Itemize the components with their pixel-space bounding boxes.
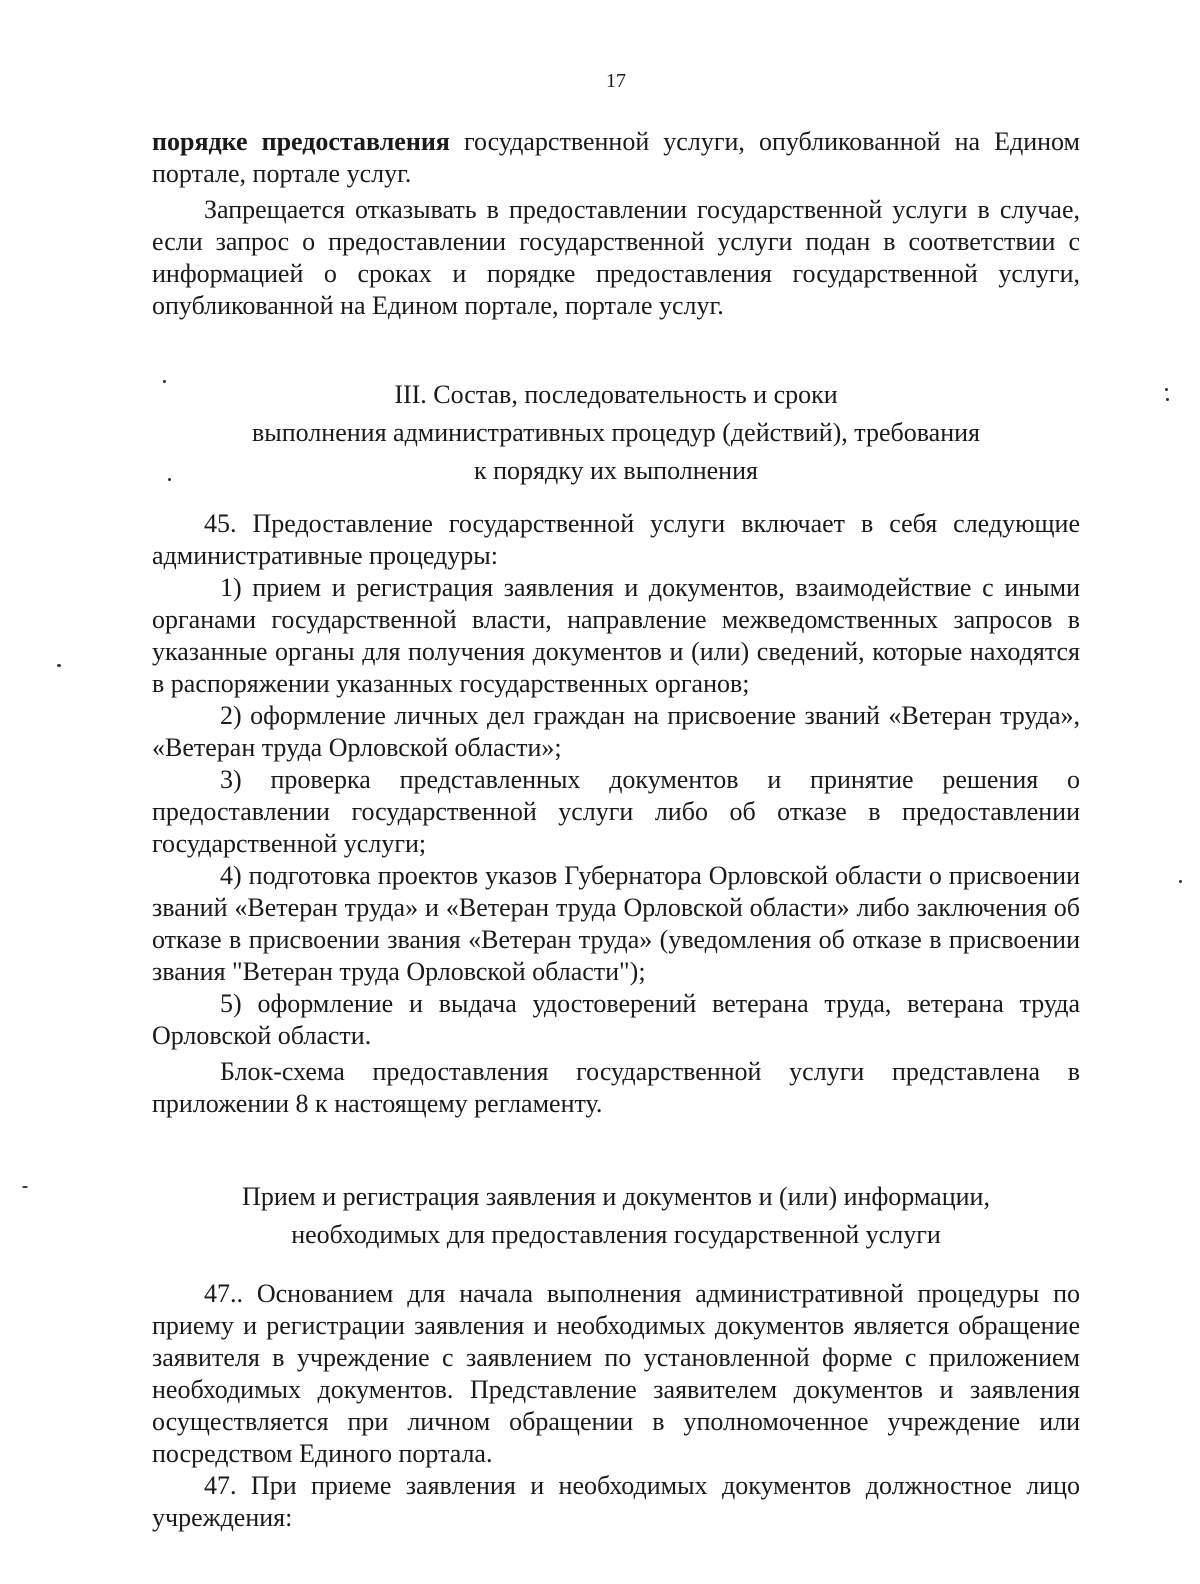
subsection-body <box>152 1278 1080 1534</box>
subsection-heading-line2: необходимых для предоставления государственной услуги <box>291 1220 941 1249</box>
procedure-item-2: 2) оформление личных дел граждан на присвоение званий «Ветеран труда», «Ветеран труда Орловской области»; <box>152 701 1080 762</box>
intro-paragraph-2: Запрещается отказывать в предоставлении государственной услуги в случае, если запрос о предоставлении государственной услуги подан в соответствии с информацией о сроках и порядке предоставления государственной услуги, опубликованной на Едином портале, портале услуг. <box>152 195 1080 320</box>
section3-body <box>152 508 1080 1120</box>
scan-speck <box>163 380 166 383</box>
section3-heading <box>152 376 1080 490</box>
scan-speck <box>1179 880 1182 883</box>
section3-heading-line1: III. Состав, последовательность и сроки <box>394 380 838 409</box>
subsection-heading-line1: Прием и регистрация заявления и документов и (или) информации, <box>242 1182 990 1211</box>
block-scheme-paragraph: Блок-схема предоставления государственной услуги представлена в приложении 8 к настоящему регламенту. <box>152 1057 1080 1118</box>
scan-speck <box>57 664 61 667</box>
scan-speck <box>1166 398 1169 401</box>
scan-speck <box>168 478 171 481</box>
subsection-heading <box>152 1178 1080 1254</box>
paragraph-45: 45. Предоставление государственной услуги включает в себя следующие административные процедуры: <box>152 509 1080 570</box>
procedure-item-1: 1) прием и регистрация заявления и документов, взаимодействие с иными органами государственной власти, направление межведомственных запросов в указанные органы для получения документов и (или) сведений, которые находятся в распоряжении указанных государственных органов; <box>152 573 1080 698</box>
scan-speck <box>22 1186 28 1188</box>
intro-bold-lead: порядке предоставления <box>152 127 450 156</box>
paragraph-47-second: 47. При приеме заявления и необходимых документов должностное лицо учреждения: <box>152 1471 1080 1532</box>
procedure-item-4: 4) подготовка проектов указов Губернатора Орловской области о присвоении званий «Ветеран труда» и «Ветеран труда Орловской области» либо заключения об отказе в присвоении звания «Ветеран труда» (уведомления об отказе в присвоении звания "Ветеран труда Орловской области"); <box>152 861 1080 986</box>
section3-heading-line2: выполнения административных процедур (действий), требования <box>252 418 980 447</box>
procedure-item-3: 3) проверка представленных документов и принятие решения о предоставлении государственной услуги либо об отказе в предоставлении государственной услуги; <box>152 765 1080 858</box>
intro-line1-rest: государственной услуги, опубликованной на Едином портале, портале услуг. <box>152 127 1080 188</box>
paragraph-47-first: 47.. Основанием для начала выполнения административной процедуры по приему и регистрации заявления и необходимых документов является обращение заявителя в учреждение с заявлением по установленной форме с приложением необходимых документов. Представление заявителем документов и заявления осуществляется при личном обращении в уполномоченное учреждение или посредством Единого портала. <box>152 1279 1080 1468</box>
procedure-item-5: 5) оформление и выдача удостоверений ветерана труда, ветерана труда Орловской области. <box>152 989 1080 1050</box>
section3-heading-line3: к порядку их выполнения <box>474 456 758 485</box>
page-number: 17 <box>606 70 626 92</box>
intro-paragraph-1 <box>152 126 1080 190</box>
scan-speck <box>1165 388 1168 391</box>
intro-block <box>152 126 1080 322</box>
